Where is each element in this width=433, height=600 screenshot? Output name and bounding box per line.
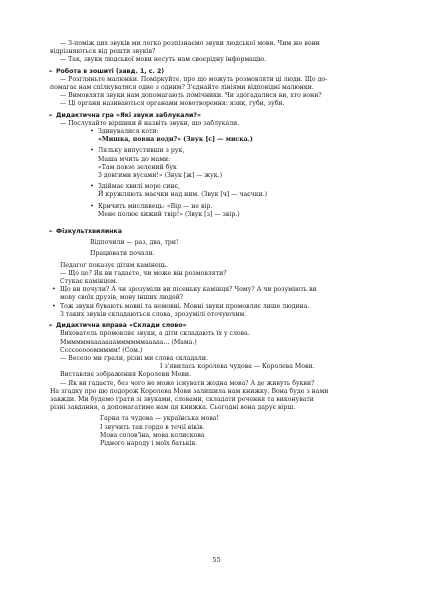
verse-line: • Ляльку випустивши з рук, [88, 147, 381, 155]
poem-line: Рідного народу і моїх батьків. [100, 439, 198, 447]
text-line: — Як ви гадаєте, без чого не може існувати жодна мова? А де живуть букви? [60, 379, 315, 387]
text-line: — Вимовляти звуки нам допомагають помічники. Чи здогадалися ви, хто вони? [60, 92, 322, 100]
verse-line: Й кружляють маєчки над ним. (Звук [ч] — чаєчки.) [98, 191, 268, 199]
text-line: Стукає камінцем. [60, 278, 118, 286]
text-line: мову своїх друзів, мову інших людей? [60, 294, 184, 302]
section-title: Дидактична гра «Які звуки заблукали?» [56, 111, 201, 119]
text-line: Педагог показує дітям камінець. [60, 261, 168, 269]
section-heading [50, 112, 381, 120]
text-line: — Ці органи називаються органами мовотворення: язик, губи, зуби. [60, 100, 285, 108]
arrow-icon: ➢ [48, 111, 54, 119]
arrow-icon: ➢ [48, 228, 54, 236]
poem-line: Гарна та чудова — українська мова! [100, 415, 219, 423]
page-number: 55 [212, 556, 221, 564]
section-heading [50, 322, 381, 330]
verse-line: З довгими вусами!» (Звук [ж] — жук.) [98, 172, 223, 180]
text-line: Виставляє зображення Королеви Мови. [60, 371, 191, 379]
section-heading [50, 228, 381, 236]
intro-line: — З-поміж цих звуків ми легко розпізнаємо звуки людської мови. Чим же вони [60, 40, 320, 47]
verse-list [88, 128, 381, 219]
text-line: З таких звуків складаються слова, зрозумілі оточуючим. [60, 310, 247, 318]
intro-line: — Так, звуки людської мови несуть нам своєрідну інформацію. [60, 56, 267, 64]
verse-line: «Мишка, повна води?» (Звук [с] — миска.) [98, 136, 253, 144]
verse-line: • Кричить мисливець: «Вір — не вір. [88, 203, 381, 211]
arrow-icon: ➢ [48, 67, 54, 75]
intro-line: відрізняються від решти звуків? [50, 48, 156, 56]
text-line: Ссссоооооммммм! (Сом.) [60, 346, 143, 354]
text-line: — Що це? Як ви гадаєте, чи може він розмовляти? [60, 269, 227, 277]
centered-line: І з'явилась королева чудова — Королева Мови. [160, 363, 315, 371]
section-heading [50, 68, 381, 76]
poem-line: Працювати почали. [90, 250, 155, 258]
section-title: Робота в зошиті (завд. 1, с. 2) [56, 67, 165, 75]
section-title: Фізкультхвилинка [56, 228, 122, 236]
section-title: Дидактична вправа «Склади слово» [56, 322, 187, 330]
text-line: різні завдання, а допомагатиме нам ця книжка. Сьогодні вона дарує вірш. [50, 404, 296, 412]
bullet-line: • Що ви почули? А чи зрозуміли ви пісеньку камінця? Чому? А чи розуміють ви [50, 286, 381, 294]
text-line: — Послухайте віршики й назвіть звуки, що заблукали. [60, 119, 240, 127]
text-line: Вихователь промовляє звуки, а діти складають їх у слова. [60, 330, 250, 338]
verse-line: • Здіймає хвилі море синє, [88, 183, 381, 191]
bullet-line: • Тож звуки бувають мовні та немовні. Мовні звуки промовляє лише людина. [50, 303, 381, 311]
poem-line: І звучить так гордо в течії віків. [100, 423, 205, 431]
text-line: На згадку про цю подорож Королева Мови залишила нам книжку. Вона буде з нами [50, 387, 329, 395]
verse-line: «Там повзе зелений бук [98, 163, 177, 171]
text-line: — Розгляньте малюнки. Поміркуйте, про що можуть розмовляти ці люди. Що до- [60, 75, 328, 83]
arrow-icon: ➢ [48, 322, 54, 330]
text-line: — Весело ми грали, різні ми слова складали. [60, 354, 208, 362]
text-line: завжди. Ми будемо грати зі звуками, словами, складати речення та виконувати [50, 395, 314, 403]
poem-line: Мова солов'їна, мова колискова [100, 431, 205, 439]
verse-line: • Здивувалися коти: [88, 128, 381, 136]
verse-line: Мене полює хижий твір!» (Звук [з] — звір.) [98, 210, 240, 218]
poem-line: Відпочили — раз, два, три! [90, 239, 179, 247]
text-line: Ммммммаааааааммммммааааа... (Мама.) [60, 338, 197, 346]
verse-line: Маша мчить до мами: [98, 155, 171, 163]
text-line: помагає нам спілкуватися одне з одним? З'єднайте лініями відповідні малюнки. [50, 84, 314, 92]
